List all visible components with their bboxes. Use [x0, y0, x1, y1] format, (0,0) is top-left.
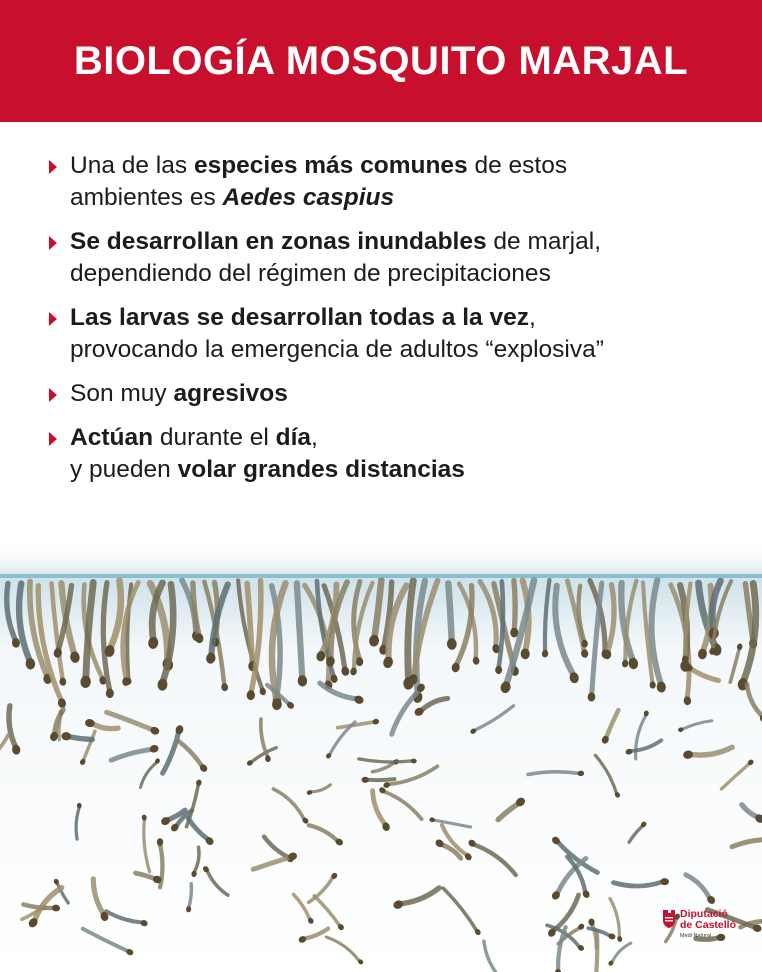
bullet-line — [70, 334, 738, 366]
bullet-text: Son muy — [70, 380, 174, 407]
diputacio-logo — [662, 906, 752, 946]
bullet-text-emphasis: volar grandes distancias — [177, 456, 465, 483]
bullet-line — [70, 226, 738, 258]
mosquito-larvae-photo — [0, 540, 762, 972]
page-title: BIOLOGÍA MOSQUITO MARJAL — [73, 38, 689, 83]
bullet-arrow-icon — [49, 312, 57, 326]
water-fade — [0, 540, 762, 564]
bullet-line — [70, 378, 738, 410]
bullet-text: dependiendo del régimen de precipitaciones — [70, 260, 551, 287]
bullet-text: ambientes es — [70, 184, 223, 211]
logo-mark-icon — [662, 910, 676, 928]
bullet-line — [70, 422, 738, 454]
bullet-text-emphasis: día — [275, 424, 312, 451]
water-surface-line — [0, 574, 762, 578]
logo-line-1: Diputació — [680, 908, 728, 920]
bullet-list — [48, 150, 738, 498]
bullet-arrow-icon — [49, 160, 57, 174]
bullet-text-emphasis: agresivos — [173, 380, 288, 407]
bullet-text: de marjal, — [486, 228, 602, 255]
bullet-text: Una de las — [70, 152, 194, 179]
bullet-item — [48, 378, 738, 410]
bullet-text: provocando la emergencia de adultos “explosiva” — [70, 336, 604, 363]
bullet-text: , — [528, 304, 536, 331]
bullet-text-emphasis: especies más comunes — [193, 152, 468, 179]
bullet-line — [70, 182, 738, 214]
bullet-arrow-icon — [49, 388, 57, 402]
logo-line-3: Medi Natural — [680, 933, 712, 939]
bullet-arrow-icon — [49, 236, 57, 250]
bullet-item — [48, 150, 738, 214]
bullet-line — [70, 302, 738, 334]
title-banner — [0, 0, 762, 122]
bullet-text: , — [311, 424, 318, 451]
bullet-line — [70, 150, 738, 182]
bullet-text: durante el — [153, 424, 276, 451]
bullet-line — [70, 258, 738, 290]
bullet-text-emphasis: Actúan — [70, 424, 154, 451]
bullet-item — [48, 226, 738, 290]
bullet-item — [48, 422, 738, 486]
bullet-text-emphasis: Se desarrollan en zonas inundables — [70, 228, 487, 255]
bullet-text-emphasis: Las larvas se desarrollan todas a la vez — [70, 304, 529, 331]
logo-line-2: de Castelló — [680, 919, 737, 931]
bullet-arrow-icon — [49, 432, 57, 446]
bullet-item — [48, 302, 738, 366]
bullet-text: de estos — [467, 152, 568, 179]
bullet-line — [70, 454, 738, 486]
bullet-text-emphasis: Aedes caspius — [222, 184, 395, 211]
bullet-text: y pueden — [70, 456, 178, 483]
